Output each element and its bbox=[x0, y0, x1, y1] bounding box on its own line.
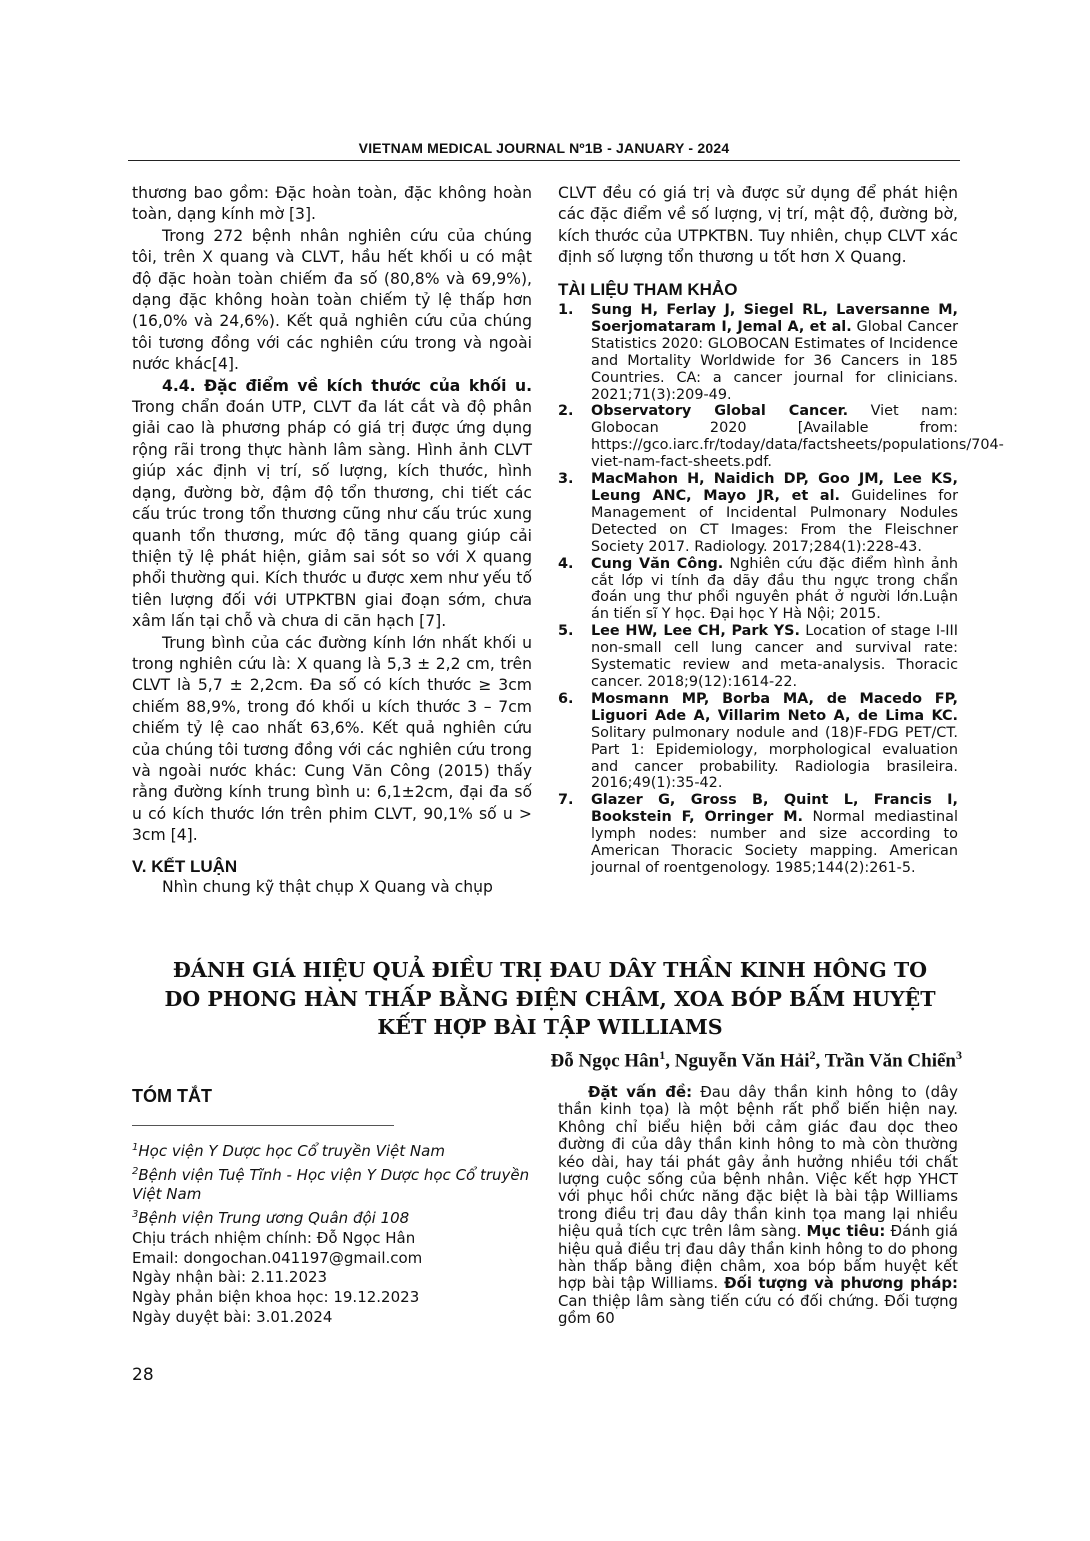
summary-heading: TÓM TẮT bbox=[132, 1086, 212, 1106]
reference-item bbox=[558, 302, 958, 403]
reference-number: 2. bbox=[558, 403, 574, 420]
abstract-label: Mục tiêu: bbox=[806, 1222, 886, 1241]
affiliation-text: Học viện Y Dược học Cổ truyền Việt Nam bbox=[138, 1142, 445, 1160]
reference-item bbox=[558, 556, 958, 624]
abstract-label: Đặt vấn đề: bbox=[588, 1083, 693, 1101]
reference-authors: Glazer G, Gross B, Quint L, Francis I, Bookstein F, Orringer M. bbox=[591, 792, 958, 826]
title-line: KẾT HỢP BÀI TẬP WILLIAMS bbox=[377, 1015, 723, 1039]
reference-authors: MacMahon H, Naidich DP, Goo JM, Lee KS, Leung ANC, Mayo JR, et al. bbox=[591, 471, 958, 504]
references-heading: TÀI LIỆU THAM KHẢO bbox=[558, 279, 738, 299]
reference-item bbox=[558, 403, 1004, 471]
abstract bbox=[558, 1084, 958, 1328]
reference-text: Global Cancer Statistics 2020: GLOBOCAN Estimates of Incidence and Mortality Worldwide for 36 Cancers in 185 Countries. CA: a cancer journal for clinicians. 2021;71(3):209-49. bbox=[591, 318, 958, 403]
responsible-author: Chịu trách nhiệm chính: Đỗ Ngọc Hân bbox=[132, 1228, 416, 1247]
reference-list bbox=[558, 302, 1004, 877]
reference-item bbox=[558, 792, 958, 877]
author-affiliation-mark: 2 bbox=[809, 1048, 816, 1062]
reference-number: 6. bbox=[558, 690, 574, 707]
author-affiliation-mark: 1 bbox=[659, 1048, 666, 1062]
reference-text: Nghiên cứu đặc điểm hình ảnh cắt lớp vi tính đa dãy đầu thu ngực trong chẩn đoán ung thư phổi nguyên phát ở người lớn.Luận án tiến sĩ Y học. Đại học Y Hà Nội; 2015. bbox=[591, 555, 958, 623]
header-rule bbox=[128, 160, 960, 161]
reference-item bbox=[558, 691, 958, 792]
abstract-text: Đau dây thần kinh hông to (dây thần kinh tọa) là một bệnh rất phổ biến hiện nay. Không chỉ biểu hiện bởi cảm giác đau dọc theo đường đi của dây thần kinh hông to mà còn thường kéo dài, hay tái phát gây ảnh hưởng nhiều tới chất lượng cuộc sống của bệnh nhân. Việc kết hợp YHCT với phục hồi chức năng đặc biệt là bài tập Williams trong điều trị đau dây thần kinh tọa mang lại nhiều hiệu quả tích cực trên lâm sàng. bbox=[558, 1083, 958, 1241]
affiliations-block bbox=[132, 1138, 542, 1327]
reference-authors: Lee HW, Lee CH, Park YS. bbox=[591, 623, 801, 640]
section-heading: V. KẾT LUẬN bbox=[132, 856, 238, 876]
reference-text: Location of stage I-III non-small cell lung cancer and survival rate: Systematic review and meta-analysis. Thoracic cancer. 2018;9(12):1614-22. bbox=[591, 623, 958, 690]
reference-number: 7. bbox=[558, 792, 574, 809]
subsection-heading: 4.4. Đặc điểm về kích thước của khối u. bbox=[162, 376, 532, 395]
article-title bbox=[140, 956, 960, 1042]
paragraph: Nhìn chung kỹ thật chụp X Quang và chụp bbox=[162, 878, 493, 896]
affiliation-text: Bệnh viện Tuệ Tĩnh - Học viện Y Dược học Cổ truyền Việt Nam bbox=[132, 1165, 530, 1204]
reference-authors: Mosmann MP, Borba MA, de Macedo FP, Liguori Ade A, Villarim Neto A, de Lima KC. bbox=[591, 690, 958, 724]
paragraph: Trong 272 bệnh nhân nghiên cứu của chúng tôi, trên X quang và CLVT, hầu hết khối u có mật độ đặc hoàn toàn chiếm đa số (80,8% và 69,9%), dạng đặc không hoàn toàn chiếm tỷ lệ thấp hơn (16,0% và 24,6%). Kết quả nghiên cứu của chúng tôi tương đồng với các nghiên cứu trong và ngoài nước khác[4]. bbox=[132, 226, 532, 374]
paragraph-body: Trong chẩn đoán UTP, CLVT đa lát cắt và độ phân giải cao là phương pháp có giá trị được ứng dụng rộng rãi trong thực hành lâm sàng. Hình ảnh CLVT giúp xác định vị trí, số lượng, kích thước, hình dạng, đường bờ, đậm độ tổn thương, chi tiết các cấu trúc trong tổn thương cũng như cấu trúc xung quanh tổn thương, mức độ tăng quang giúp cải thiện tỷ lệ phát hiện, giảm sai sót so với X quang phổi thường qui. Kích thước u được xem như yếu tố tiên lượng đối với UTPKTBN giai đoạn sớm, chưa xâm lấn tại chỗ và chưa di căn hạch [7]. bbox=[132, 398, 532, 631]
reference-number: 3. bbox=[558, 471, 574, 488]
reference-text: Guidelines for Management of Incidental Pulmonary Nodules Detected on CT Images: From the Fleischner Society 2017. Radiology. 2017;284(1):228-43. bbox=[591, 488, 958, 555]
reference-authors: Cung Văn Công. bbox=[591, 555, 724, 572]
abstract-label: Đối tượng và phương pháp: bbox=[724, 1274, 958, 1293]
reference-number: 4. bbox=[558, 555, 574, 572]
author-affiliation-mark: 3 bbox=[956, 1048, 962, 1062]
footnote-rule bbox=[132, 1125, 394, 1126]
paragraph: thương bao gồm: Đặc hoàn toàn, đặc không hoàn toàn, dạng kính mờ [3]. bbox=[132, 184, 532, 224]
reference-number: 5. bbox=[558, 623, 574, 640]
affiliation bbox=[132, 1138, 542, 1162]
email: Email: dongochan.041197@gmail.com bbox=[132, 1248, 423, 1267]
author-name: Nguyễn Văn Hải bbox=[674, 1050, 810, 1072]
paragraph: CLVT đều có giá trị và được sử dụng để phát hiện các đặc điểm về số lượng, vị trí, mật độ, đường bờ, kích thước của UTPKTBN. Tuy nhiên, chụp CLVT xác định số lượng tổn thương u tốt hơn X Quang. bbox=[558, 184, 958, 267]
affiliation bbox=[132, 1205, 542, 1229]
affiliation-mark: 3 bbox=[132, 1209, 139, 1221]
affiliation bbox=[132, 1162, 542, 1205]
right-column bbox=[558, 183, 1004, 877]
author-line: Đỗ Ngọc Hân$^1$, Nguyễn Văn Hải$^2$, Trần Văn Chiển$^3$ bbox=[550, 1048, 962, 1072]
journal-header: VIETNAM MEDICAL JOURNAL Nº1B - JANUARY - 2024 bbox=[358, 140, 730, 156]
received-date: Ngày nhận bài: 2.11.2023 bbox=[132, 1268, 328, 1287]
reference-text: Viet nam: Globocan 2020 [Available from: https://gco.iarc.fr/today/data/factsheets/populations/704-viet-nam-fact-sheets.pdf. bbox=[591, 403, 1004, 471]
affiliation-text: Bệnh viện Trung ương Quân đội 108 bbox=[138, 1209, 410, 1228]
review-date: Ngày phản biện khoa học: 19.12.2023 bbox=[132, 1287, 420, 1306]
reference-item bbox=[558, 471, 958, 556]
reference-text: Normal mediastinal lymph nodes: number and size according to American Thoracic Society mapping. American journal of roentgenology. 1985;144(2):261-5. bbox=[591, 809, 958, 876]
reference-item bbox=[558, 623, 958, 691]
abstract-text: Can thiệp lâm sàng tiến cứu có đối chứng. Đối tượng gồm 60 bbox=[558, 1291, 958, 1328]
page-number: 28 bbox=[132, 1365, 154, 1385]
author-name: Đỗ Ngọc Hân bbox=[550, 1050, 660, 1072]
abstract-text: Đánh giá hiệu quả điều trị đau dây thần kinh hông to do phong hàn thấp bằng điện châm, xoa bóp bấm huyệt kết hợp bài tập Williams. bbox=[558, 1222, 958, 1293]
title-line: DO PHONG HÀN THẤP BẰNG ĐIỆN CHÂM, XOA BÓP BẤM HUYỆT bbox=[164, 986, 936, 1011]
title-line: ĐÁNH GIÁ HIỆU QUẢ ĐIỀU TRỊ ĐAU DÂY THẦN KINH HÔNG TO bbox=[172, 958, 928, 982]
reference-authors: Observatory Global Cancer. bbox=[591, 403, 849, 420]
reference-number: 1. bbox=[558, 302, 574, 319]
author-name: Trần Văn Chiển bbox=[824, 1050, 956, 1072]
reference-authors: Sung H, Ferlay J, Siegel RL, Laversanne M, Soerjomataram I, Jemal A, et al. bbox=[591, 302, 958, 335]
affiliation-mark: 1 bbox=[132, 1142, 139, 1153]
paragraph: Trung bình của các đường kính lớn nhất khối u trong nghiên cứu là: X quang là 5,3 ± 2,2 cm, trên CLVT là 5,7 ± 2,2cm. Đa số có kích thước ≥ 3cm chiếm 88,9%, trong đó khối u kích thước 3 – 7cm chiếm tỷ lệ cao nhất 63,6%. Kết quả nghiên cứu của chúng tôi tương đồng với các nghiên cứu trong và ngoài nước khác: Cung Văn Công (2015) thấy rằng đường kính trung bình u: 6,1±2cm, đại đa số u có kích thước lớn trên phim CLVT, 90,1% số u > 3cm [4]. bbox=[132, 633, 532, 845]
left-column bbox=[132, 183, 532, 898]
approval-date: Ngày duyệt bài: 3.01.2024 bbox=[132, 1307, 333, 1326]
affiliation-mark: 2 bbox=[132, 1165, 139, 1177]
paragraph bbox=[132, 376, 532, 633]
reference-text: Solitary pulmonary nodule and (18)F-FDG PET/CT. Part 1: Epidemiology, morphological evaluation and cancer probability. Radiologia brasileira. 2016;49(1):35-42. bbox=[591, 724, 958, 792]
